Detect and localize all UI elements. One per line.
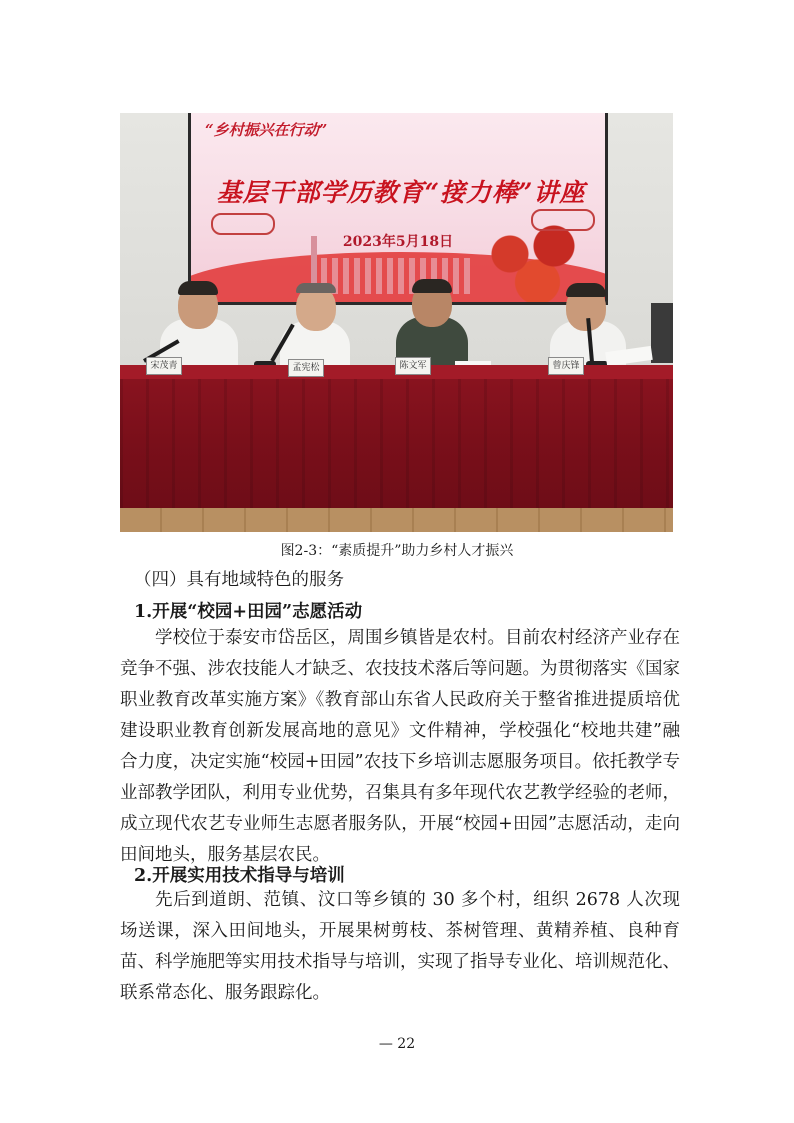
nameplate: 孟宪松 [288, 359, 324, 377]
page-number: — 22 [378, 1036, 416, 1052]
paragraph-1: 学校位于泰安市岱岳区，周围乡镇皆是农村。目前农村经济产业存在竞争不强、涉农技能人才缺乏、农技技术落后等问题。为贯彻落实《国家职业教育改革实施方案》《教育部山东省人民政府关于整省推进提质培优建设职业教育创新发展高地的意见》文件精神，学校强化“校地共建”融合力度，决定实施“校园+田园”农技下乡培训志愿服务项目。依托教学专业部教学团队，利用专业优势，召集具有多年现代农艺教学经验的老师，成立现代农艺专业师生志愿者服务队，开展“校园+田园”志愿活动，走向田间地头，服务基层农民。 [120, 628, 680, 865]
screen-title: 基层干部学历教育“接力棒”讲座 [216, 178, 586, 207]
floor [120, 508, 673, 532]
cloud-decoration [531, 209, 595, 231]
speaker-cabinet [651, 303, 673, 363]
subsection-title-1: 1.开展“校园+田园”志愿活动 [134, 602, 363, 622]
conference-table [120, 365, 673, 532]
projection-screen [188, 113, 608, 305]
meeting-photo [120, 113, 673, 532]
nameplate: 陈文军 [395, 357, 431, 375]
paragraph-2: 先后到道朗、范镇、汶口等乡镇的 30 多个村，组织 2678 人次现场送课，深入田间地头，开展果树剪枝、茶树管理、黄精养植、良种育苗、科学施肥等实用技术指导与培训，实现了指导专业化、培训规范化、联系常态化、服务跟踪化。 [120, 890, 680, 1003]
nameplate: 曾庆锋 [548, 357, 584, 375]
subsection-title-2: 2.开展实用技术指导与培训 [134, 866, 345, 886]
screen-slogan: “乡村振兴在行动” [205, 121, 328, 139]
nameplate: 宋茂青 [146, 357, 182, 375]
screen-date: 2023年5月18日 [342, 234, 454, 250]
figure-caption: 图2-3：“素质提升”助力乡村人才振兴 [280, 543, 514, 559]
section-heading: （四）具有地域特色的服务 [134, 570, 344, 590]
